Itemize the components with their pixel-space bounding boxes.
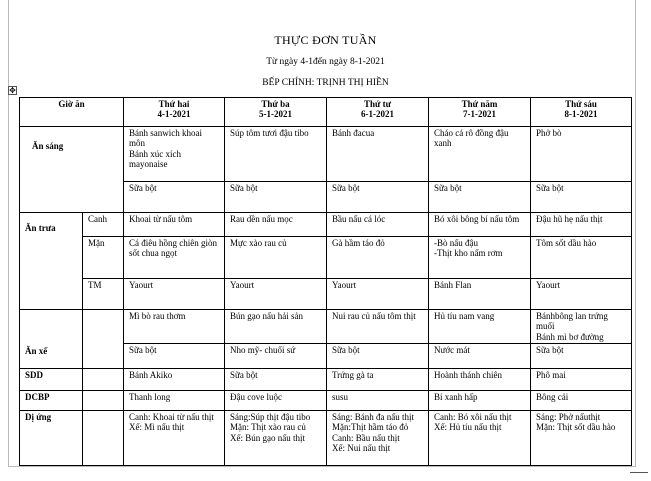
table-cell: Súp tôm tươi đậu tibo: [225, 127, 327, 182]
table-cell: Rau dền nấu mọc: [225, 213, 327, 237]
table-cell: Bầu nấu cá lóc: [327, 213, 429, 237]
meal-label-lunch: Ăn trưa: [20, 213, 83, 310]
page-end-marker: [630, 472, 648, 473]
table-cell: Khoai từ nấu tôm: [124, 213, 225, 237]
table-row: [20, 279, 632, 310]
table-cell: Sữa bột: [124, 344, 225, 369]
table-cell: Bánhbông lan trứng muối Bánh mì bơ đường: [531, 310, 632, 344]
table-cell: Hoành thánh chiên: [429, 369, 531, 391]
table-cell: Gà hầm táo đỏ: [327, 237, 429, 279]
table-cell: Yaourt: [531, 279, 632, 310]
sub-label-empty: [83, 310, 124, 369]
head-chef: BẾP CHÍNH: TRỊNH THỊ HIỀN: [262, 78, 389, 88]
table-cell: Sáng: Phở nấuthịt Mặn: Thịt sốt dầu hào: [531, 411, 632, 466]
day-date: 6-1-2021: [361, 109, 394, 120]
table-cell: susu: [327, 391, 429, 411]
table-cell: Sữa bột: [429, 182, 531, 213]
table-row: [20, 391, 632, 411]
table-row: [20, 369, 632, 391]
table-move-handle-icon[interactable]: ✥: [9, 86, 16, 95]
menu-table: [19, 97, 632, 466]
table-cell: Sữa bột: [531, 344, 632, 369]
table-row: [20, 411, 632, 466]
meal-label-dcbp: DCBP: [20, 391, 83, 411]
table-cell: Bông cải: [531, 391, 632, 411]
day-header: [429, 98, 531, 127]
day-name: Thứ ba: [261, 99, 290, 109]
table-cell: Canh: Khoai từ nấu thịt Xế: Mì nấu thịt: [124, 411, 225, 466]
meal-label-afternoon: Ăn xế: [20, 310, 83, 369]
sub-label-empty: [83, 411, 124, 466]
sub-label: Mặn: [83, 237, 124, 279]
table-cell: Đậu hũ hẹ nấu thịt: [531, 213, 632, 237]
table-cell: Bó xôi bông bí nấu tôm: [429, 213, 531, 237]
page-margin-bottom: [8, 466, 636, 467]
table-cell: Phở bò: [531, 127, 632, 182]
table-cell: Sữa bột: [124, 182, 225, 213]
table-cell: Bí xanh hấp: [429, 391, 531, 411]
table-cell: Sữa bột: [327, 182, 429, 213]
day-header: [531, 98, 632, 127]
page-title: THỰC ĐƠN TUẦN: [274, 33, 377, 47]
table-cell: Cá điêu hồng chiên giòn sốt chua ngọt: [124, 237, 225, 279]
table-cell: Sữa bột: [531, 182, 632, 213]
meal-label-sdd: SDD: [20, 369, 83, 391]
date-range: Từ ngày 4-1đến ngày 8-1-2021: [266, 57, 385, 67]
table-cell: Yaourt: [124, 279, 225, 310]
table-row: [20, 213, 632, 237]
table-cell: Cháo cá rô đồng đậu xanh: [429, 127, 531, 182]
day-header: [327, 98, 429, 127]
day-date: 7-1-2021: [463, 109, 496, 120]
corner-header: Giờ ăn: [20, 98, 124, 127]
page-margin-right: [635, 0, 636, 466]
table-cell: Phô mai: [531, 369, 632, 391]
table-cell: Hủ tíu nam vang: [429, 310, 531, 344]
table-row: [20, 310, 632, 344]
table-cell: Nước mát: [429, 344, 531, 369]
header-row: [20, 98, 632, 127]
day-date: 8-1-2021: [564, 109, 598, 120]
table-cell: Tôm sốt dầu hào: [531, 237, 632, 279]
table-cell: Bún gạo nấu hải sản: [225, 310, 327, 344]
day-name: Thứ sáu: [565, 99, 597, 109]
table-cell: Bánh Akiko: [124, 369, 225, 391]
table-cell: Sữa bột: [327, 344, 429, 369]
table-cell: Nho mỹ- chuối sứ: [225, 344, 327, 369]
day-name: Thứ hai: [158, 99, 190, 109]
table-cell: Yaourt: [225, 279, 327, 310]
day-header: [225, 98, 327, 127]
sub-label: Canh: [83, 213, 124, 237]
table-cell: Bánh sanwich khoai môn Bánh xúc xích mayonaise: [124, 127, 225, 182]
table-cell: -Bò nấu đậu -Thịt kho nấm rơm: [429, 237, 531, 279]
table-cell: Nui rau củ nấu tôm thịt: [327, 310, 429, 344]
day-date: 4-1-2021: [157, 109, 191, 120]
table-row: [20, 127, 632, 182]
table-cell: Trứng gà ta: [327, 369, 429, 391]
sub-label: TM: [83, 279, 124, 310]
sub-label-empty: [83, 369, 124, 391]
day-header: [124, 98, 225, 127]
table-cell: Đậu cove luộc: [225, 391, 327, 411]
table-cell: Bánh Flan: [429, 279, 531, 310]
table-cell: Mì bò rau thơm: [124, 310, 225, 344]
meal-label-allergy: Dị ứng: [20, 411, 83, 466]
table-cell: Bánh đacua: [327, 127, 429, 182]
sub-label-empty: [83, 391, 124, 411]
table-row: [20, 237, 632, 279]
table-cell: Thanh long: [124, 391, 225, 411]
table-cell: Yaourt: [327, 279, 429, 310]
table-cell: Sáng:Súp thịt đậu tibo Mặn: Thịt xào rau củ Xế: Bún gạo nấu thịt: [225, 411, 327, 466]
day-name: Thứ năm: [461, 99, 498, 109]
meal-label-breakfast: Ăn sáng: [20, 127, 124, 213]
day-date: 5-1-2021: [259, 109, 292, 120]
table-cell: Sữa bột: [225, 182, 327, 213]
table-cell: Sữa bột: [225, 369, 327, 391]
day-name: Thứ tư: [363, 99, 392, 109]
table-cell: Canh: Bó xôi nấu thịt Xế: Hủ tíu nấu thịt: [429, 411, 531, 466]
table-cell: Mực xào rau củ: [225, 237, 327, 279]
page-margin-left: [8, 0, 9, 466]
table-cell: Sáng: Bánh đa nấu thịt Mặn:Thịt hầm táo đỏ Canh: Bầu nấu thịt Xế: Nui nấu thịt: [327, 411, 429, 466]
